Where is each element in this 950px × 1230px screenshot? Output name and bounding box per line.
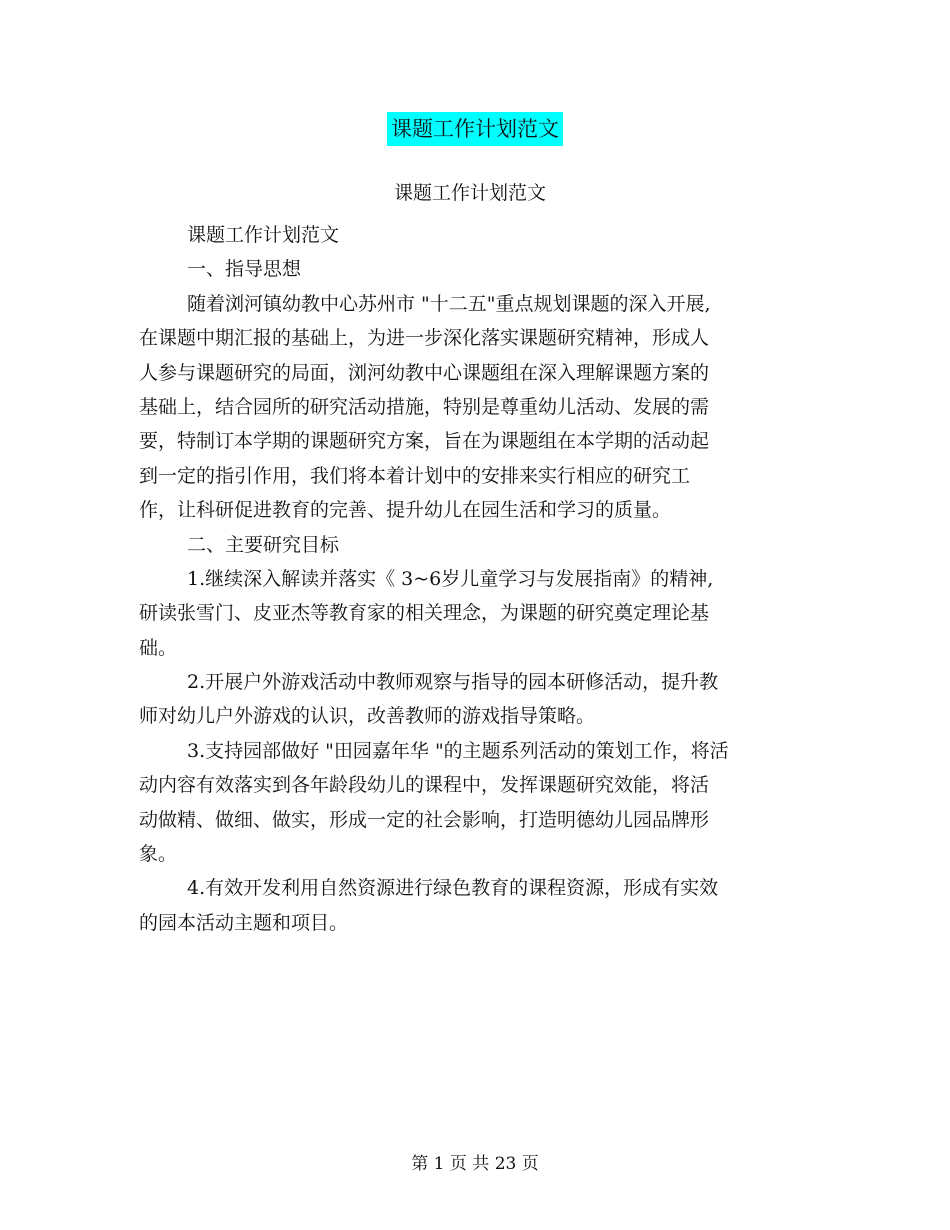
text-line: 二、主要研究目标 [187,533,340,556]
text-line: 在课题中期汇报的基础上，为进一步深化落实课题研究精神，形成人 [139,327,710,350]
text-line: 师对幼儿户外游戏的认识，改善教师的游戏指导策略。 [139,705,596,728]
text-line: 象。 [139,843,178,866]
text-line: 动内容有效落实到各年龄段幼儿的课程中，发挥课题研究效能，将活 [139,774,710,797]
text-line: 要，特制订本学期的课题研究方案，旨在为课题组在本学期的活动起 [139,430,710,453]
text-line: 课题工作计划范文 [187,224,340,246]
text-line: 3.支持园部做好 "田园嘉年华 "的主题系列活动的策划工作，将活 [187,739,729,762]
text-line: 1.继续深入解读并落实《 3~6岁儿童学习与发展指南》的精神, [187,567,714,590]
document-subtitle: 课题工作计划范文 [393,182,546,204]
document-body [139,218,779,940]
text-line: 4.有效开发利用自然资源进行绿色教育的课程资源，形成有实效 [187,877,719,900]
text-line: 基础上，结合园所的研究活动措施，特别是尊重幼儿活动、发展的需 [139,395,710,418]
text-line: 的园本活动主题和项目。 [139,911,349,934]
text-line: 一、指导思想 [187,258,302,281]
document-title: 课题工作计划范文 [387,112,563,146]
text-line: 2.开展户外游戏活动中教师观察与指导的园本研修活动，提升教 [187,671,719,694]
title-container [0,112,950,146]
page-footer: 第 1 页 共 23 页 [411,1154,539,1174]
text-line: 到一定的指引作用，我们将本着计划中的安排来实行相应的研究工 [139,464,691,487]
text-line: 随着浏河镇幼教中心苏州市 "十二五"重点规划课题的深入开展, [187,292,711,315]
text-line: 研读张雪门、皮亚杰等教育家的相关理念，为课题的研究奠定理论基 [139,602,710,625]
text-line: 作，让科研促进教育的完善、提升幼儿在园生活和学习的质量。 [139,499,672,522]
text-line: 人参与课题研究的局面，浏河幼教中心课题组在深入理解课题方案的 [139,361,710,384]
text-line: 动做精、做细、做实，形成一定的社会影响，打造明德幼儿园品牌形 [139,808,710,831]
text-line: 础。 [139,636,178,659]
